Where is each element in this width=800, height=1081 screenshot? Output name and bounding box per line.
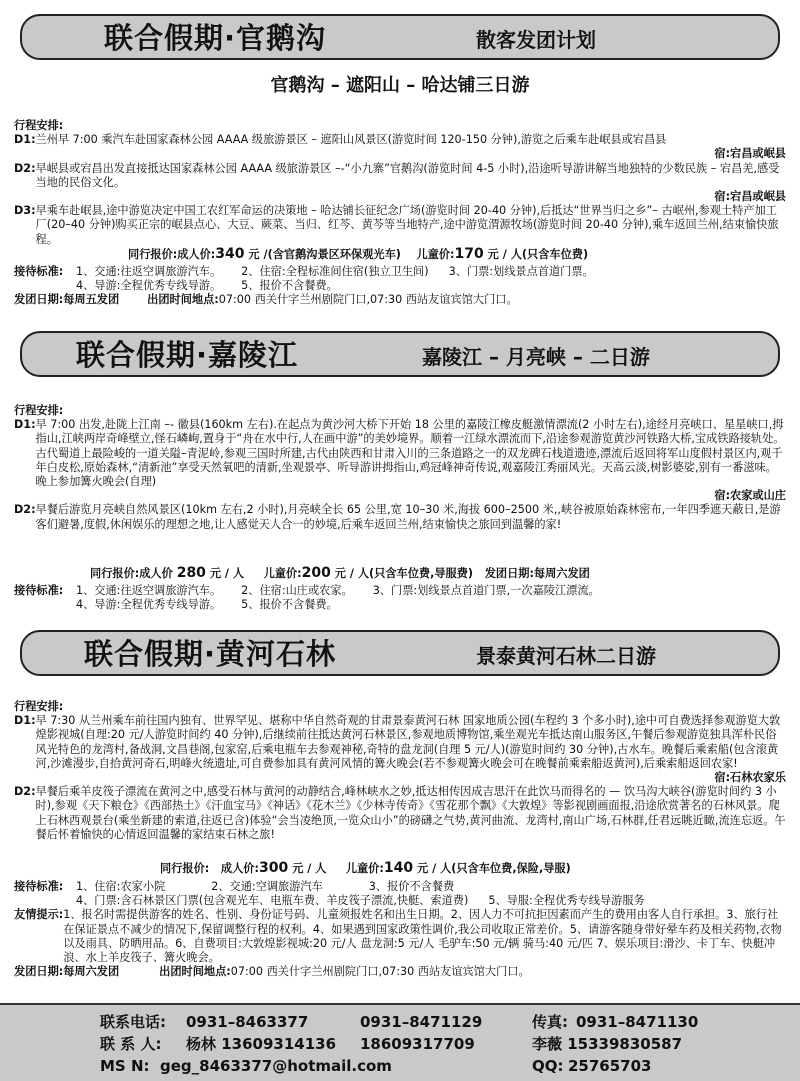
tour2-itinerary	[14, 404, 786, 532]
contact-person-2: 18609317709	[360, 1035, 475, 1053]
tour1-departure: 发团日期:每周五发团 出团时间地点: 07:00 西关什字兰州剧院门口,07:30 西站友谊宾馆大门口。	[14, 293, 518, 307]
tour2-brand: 联合假期·嘉陵江	[76, 338, 299, 372]
tour3-heading: 行程安排:	[14, 700, 64, 713]
tour2-day2-text: 早餐后游览月亮峡自然风景区(10km 左右,2 小时),月亮峡全长 65 公里,宽 10–30 米,海拔 600–2500 米,,峡谷被原始森林密布,一年四季遮天蔽日,是游客们避暑,度假,休闲娱乐的理想之地,让人感觉天人合一的妙境,后乘车返回兰州,结束愉快之旅回到温馨的家!	[35, 503, 781, 531]
tour2-price: 同行报价:成人价 280 元 / 人 儿童价:200 元 / 人(只含车位费,导服费) 发团日期:每周六发团	[90, 565, 590, 581]
tour1-price: 同行报价:成人价:340 元 /(含官鹅沟景区环保观光车) 儿童价:170 元 / 人(只含车位费)	[128, 246, 589, 262]
contact-person-3: 李薇 15339830587	[532, 1035, 683, 1053]
tour3-day1-stay: 宿:石林农家乐	[714, 771, 786, 785]
tour1-day2-stay: 宿:宕昌或岷县	[714, 190, 786, 204]
tour3-departure: 发团日期:每周六发团 出团时间地点: 07:00 西关什字兰州剧院门口,07:30 西站友谊宾馆大门口。	[14, 965, 530, 979]
contact-phone-2: 0931–8471129	[360, 1013, 483, 1031]
tour1-standards: 接待标准: 1、交通:往返空调旅游汽车。 2、住宿:全程标准间住宿(独立卫生间) 3、门票:划线景点首道门票。 4、导游:全程优秀专线导游。 5、报价不含餐费。 发团日期:每周五发团 出团时间地点: 07:00 西关什字兰州剧院门口,07:30 西站友谊宾馆大门口。	[14, 265, 786, 308]
contact-msn-label: MS N:	[100, 1057, 150, 1075]
contact-msn: geg_8463377@hotmail.com	[160, 1057, 392, 1075]
tour2-day1-text: 早 7:00 出发,赴陇上江南 –- 徽县(160km 左右).在起点为黄沙河大桥下开始 18 公里的嘉陵江橡皮艇激情漂流(2 小时左右),途经月亮峡口、星星峡口,拇指山,江峡两岸奇峰壁立,怪石嶙峋,置身于“舟在水中行,人在画中游”的美妙境界。顺着一江绿水漂流而下,沿途参观游览黄沙河铁路大桥,宝成铁路接轨处。古代蜀道上最险峻的一道关隘–青泥岭,参观三国时所建,古代由陕西和甘肃入川的三条道路之一的双龙碑石栈道遗迹,漂流后返回将军山度假村景区内,观千年白皮松,原始森林,“清新池”享受天然氧吧的清新,坐观景亭、听导游讲拇指山,鸡冠峰神奇传说,观嘉陵江秀丽风光。天高云淡,树影婆娑,别有一番滋味。晚上参加篝火晚会(自理)	[35, 418, 785, 489]
tour2-day1: D1: 早 7:00 出发,赴陇上江南 –- 徽县(160km 左右).在起点为黄沙河大桥下开始 18 公里的嘉陵江橡皮艇激情漂流(2 小时左右),途经月亮峡口、星星峡口,拇指山,江峡两岸奇峰壁立,怪石嶙峋,置身于“舟在水中行,人在画中游”的美妙境界。顺着一江绿水漂流而下,沿途参观游览黄沙河铁路大桥,宝成铁路接轨处。古代蜀道上最险峻的一道关隘–青泥岭,参观三国时所建,古代由陕西和甘肃入川的三条道路之一的双龙碑石栈道遗迹,漂流后返回将军山度假村景区内,观千年白皮松,原始森林,“清新池”享受天然氧吧的清新,坐观景亭、听导游讲拇指山,鸡冠峰神奇传说,观嘉陵江秀丽风光。天高云淡,树影婆娑,别有一番滋味。晚上参加篝火晚会(自理)	[14, 418, 785, 489]
tour2-price-adult: 280	[176, 565, 206, 581]
tour3-day1: D1: 早 7:30 从兰州乘车前往国内独有、世界罕见、堪称中华自然奇观的甘肃景泰黄河石林 国家地质公园(车程约 3 个多小时),途中可自费选择参观游览大敦煌影视城(自理:20 元/人游览时间约 40 分钟),后继续前往抵达黄河石林景区,参观地质博物馆,乘坐观光车抵达南山服务区,午餐后参观游览独具浑朴民俗风光特色的龙湾村,备战洞,文昌巷阁,包家窑,后乘电瓶车去参观神秘,奇特的盘龙洞(自理 5 元/人)(游览时间约 30 分钟),古水车。晚餐后乘索船(包含滚黄河,沙滩漫步,自拾黄河奇石,明峰火统遗址,可自费参加具有黄河风情的篝火晚会(若不参观篝火晚会可在晚餐前乘索船返黄河),后乘索船返回农家!	[14, 714, 786, 771]
tour1-banner	[20, 14, 780, 60]
tour3-price: 同行报价: 成人价:300 元 / 人 儿童价:140 元 / 人(只含车位费,保险,导服)	[160, 860, 571, 876]
tour3-tips: 友情提示: 1、报名时需提供游客的姓名、性别、身份证号码、儿童须报姓名和出生日期。2、因人力不可抗拒因素而产生的费用由客人自行承担。3、旅行社在保证景点不减少的情况下,保留调整行程的权利。4、如果遇到国家政策性调价,我公司收取正常差价。5、请游客随身带好晕车药及相关药物,衣物以及雨具、防晒用品。6、自费项目:大敦煌影视城:20 元/人 盘龙洞:5 元/人 毛驴车:50 元/辆 骑马:40 元/匹 7、娱乐项目:滑沙、卡丁车、快艇冲浪、水上羊皮筏子、篝火晚会。	[14, 908, 786, 965]
tour3-subtitle: 景泰黄河石林二日游	[476, 644, 656, 668]
contact-phone-label: 联系电话:	[100, 1013, 166, 1031]
tour3-price-child: 140	[383, 860, 414, 876]
tour2-date: 发团日期:每周六发团	[484, 567, 590, 580]
tour3-day2: D2: 早餐后乘羊皮筏子漂流在黄河之中,感受石林与黄河的动静结合,峰林峡水之妙,抵达相传因成吉思汗在此饮马而得名的 — 饮马沟大峡谷(游览时间约 3 小时),参观《天下粮仓》《西部热土》《汗血宝马》《神话》《花木兰》《少林寺传奇》《雪花那个飘》《大敦煌》等影视剧画面报,沿途欣赏著名的石林风景。爬上石林西观景台(乘坐新建的索道,往返已含)体验“会当凌绝顶,一览众山小”的磅礴之气势,黄河曲流、龙湾村,南山广场,石林群,任君远眺近瞰,流连忘返。午餐后怀着愉快的心情返回温馨的家结束石林之旅!	[14, 785, 786, 841]
tour1-price-child: 170	[454, 246, 484, 262]
tour2-standards: 接待标准: 1、交通:往返空调旅游汽车。 2、住宿:山庄或农家。 3、门票:划线景点首道门票,一次嘉陵江漂流。 4、导游:全程优秀专线导游。 5、报价不含餐费。	[14, 584, 600, 612]
tour3-day2-text: 早餐后乘羊皮筏子漂流在黄河之中,感受石林与黄河的动静结合,峰林峡水之妙,抵达相传因成吉思汗在此饮马而得名的 — 饮马沟大峡谷(游览时间约 3 小时),参观《天下粮仓》《西部热土》《汗血宝马》《神话》《花木兰》《少林寺传奇》《雪花那个飘》《大敦煌》等影视剧画面报,沿途欣赏著名的石林风景。爬上石林西观景台(乘坐新建的索道,往返已含)体验“会当凌绝顶,一览众山小”的磅礴之气势,黄河曲流、龙湾村,南山广场,石林群,任君远眺近瞰,流连忘返。午餐后怀着愉快的心情返回温馨的家结束石林之旅!	[35, 785, 786, 841]
tour3-brand: 联合假期·黄河石林	[84, 637, 337, 671]
tour3-itinerary	[14, 700, 786, 842]
tour2-banner	[20, 331, 780, 377]
tour1-day1-stay: 宿:宕昌或岷县	[714, 147, 786, 161]
contact-phone-1: 0931–8463377	[186, 1013, 309, 1031]
tour1-day3: D3: 早乘车赴岷县,途中游览决定中国工农红军命运的决策地 – 哈达铺长征纪念广场(游览时间 20-40 分钟),后抵达“世界当归之乡”– 古岷州,参观土特产加工厂(20–40 分钟)购买正宗的岷县点心、大豆、蕨菜、当归、红芩、黄芩等当地特产,途中游览渭源牧场(游览时间 20-40 分钟),乘车返回兰州,结束愉快旅程。	[14, 204, 786, 247]
tour3-price-adult: 300	[258, 860, 289, 876]
tour2-price-child: 200	[301, 565, 331, 581]
tour1-day3-text: 早乘车赴岷县,途中游览决定中国工农红军命运的决策地 – 哈达铺长征纪念广场(游览时间 20-40 分钟),后抵达“世界当归之乡”– 古岷州,参观土特产加工厂(20–40 分钟)购买正宗的岷县点心、大豆、蕨菜、当归、红芩、黄芩等当地特产,途中游览渭源牧场(游览时间 20-40 分钟),乘车返回兰州,结束愉快旅程。	[35, 204, 779, 246]
tour1-subtitle: 散客发团计划	[476, 28, 596, 52]
tour3-day1-text: 早 7:30 从兰州乘车前往国内独有、世界罕见、堪称中华自然奇观的甘肃景泰黄河石林 国家地质公园(车程约 3 个多小时),途中可自费选择参观游览大敦煌影视城(自理:20 元/人游览时间约 40 分钟),后继续前往抵达黄河石林景区,参观地质博物馆,乘坐观光车抵达南山服务区,午餐后参观游览独具浑朴民俗风光特色的龙湾村,备战洞,文昌巷阁,包家窑,后乘电瓶车去参观神秘,奇特的盘龙洞(自理 5 元/人)(游览时间约 30 分钟),古水车。晚餐后乘索船(包含滚黄河,沙滩漫步,自拾黄河奇石,明峰火统遗址,可自费参加具有黄河风情的篝火晚会(若不参观篝火晚会可在晚餐前乘索船返黄河),后乘索船返回农家!	[35, 714, 781, 770]
tour1-itinerary	[14, 119, 786, 247]
tour1-day1: D1: 兰州早 7:00 乘汽车赴国家森林公园 AAAA 级旅游景区 – 遮阳山风景区(游览时间 120-150 分钟),游览之后乘车赴岷县或宕昌县	[14, 133, 786, 147]
tour1-brand: 联合假期·官鹅沟	[104, 21, 327, 55]
tour1-route: 官鹅沟 – 遮阳山 – 哈达铺三日游	[270, 75, 530, 96]
contact-fax-label: 传真:	[532, 1013, 568, 1031]
tour1-day2: D2: 早岷县或宕昌出发直接抵达国家森林公园 AAAA 级旅游景区 –-“小九寨”官鹅沟(游览时间 4-5 小时),沿途听导游讲解当地独特的少数民族 – 宕昌羌,感受当地的民俗文化。	[14, 162, 786, 190]
tour2-heading: 行程安排:	[14, 404, 64, 417]
tour3-banner	[20, 630, 780, 676]
tour1-heading: 行程安排:	[14, 119, 64, 132]
contact-qq: 25765703	[568, 1057, 652, 1075]
tour1-day1-text: 兰州早 7:00 乘汽车赴国家森林公园 AAAA 级旅游景区 – 遮阳山风景区(游览时间 120-150 分钟),游览之后乘车赴岷县或宕昌县	[35, 133, 667, 147]
tour2-day2: D2: 早餐后游览月亮峡自然风景区(10km 左右,2 小时),月亮峡全长 65 公里,宽 10–30 米,海拔 600–2500 米,,峡谷被原始森林密布,一年四季遮天蔽日,是游客们避暑,度假,休闲娱乐的理想之地,让人感觉天人合一的妙境,后乘车返回兰州,结束愉快之旅回到温馨的家!	[14, 503, 786, 531]
contact-qq-label: QQ:	[532, 1057, 564, 1075]
tour2-day1-stay: 宿:农家或山庄	[714, 489, 786, 503]
tour3-tips-text: 1、报名时需提供游客的姓名、性别、身份证号码、儿童须报姓名和出生日期。2、因人力不可抗拒因素而产生的费用由客人自行承担。3、旅行社在保证景点不减少的情况下,保留调整行程的权利。4、如果遇到国家政策性调价,我公司收取正常差价。5、请游客随身带好晕车药及相关药物,衣物以及雨具、防晒用品。6、自费项目:大敦煌影视城:20 元/人 盘龙洞:5 元/人 毛驴车:50 元/辆 骑马:40 元/匹 7、娱乐项目:滑沙、卡丁车、快艇冲浪、水上羊皮筏子、篝火晚会。	[63, 908, 782, 965]
contact-footer	[0, 1003, 800, 1081]
tour1-day2-text: 早岷县或宕昌出发直接抵达国家森林公园 AAAA 级旅游景区 –-“小九寨”官鹅沟(游览时间 4-5 小时),沿途听导游讲解当地独特的少数民族 – 宕昌羌,感受当地的民俗文化。	[35, 161, 780, 189]
tour3-standards: 接待标准: 1、住宿:农家小院 2、交通:空调旅游汽车 3、报价不含餐费 4、门票:含石林景区门票(包含观光车、电瓶车费、羊皮筏子漂流,快艇、索道费) 5、导服:全程优秀专线导游服务 友情提示: 1、报名时需提供游客的姓名、性别、身份证号码、儿童须报姓名和出生日期。2、因人力不可抗拒因素而产生的费用由客人自行承担。3、旅行社在保证景点不减少的情况下,保留调整行程的权利。4、如果遇到国家政策性调价,我公司收取正常差价。5、请游客随身带好晕车药及相关药物,衣物以及雨具、防晒用品。6、自费项目:大敦煌影视城:20 元/人 盘龙洞:5 元/人 毛驴车:50 元/辆 骑马:40 元/匹 7、娱乐项目:滑沙、卡丁车、快艇冲浪、水上羊皮筏子、篝火晚会。 发团日期:每周六发团 出团时间地点: 07:00 西关什字兰州剧院门口,07:30 西站友谊宾馆大门口。	[14, 880, 786, 979]
contact-person-1: 杨林 13609314136	[186, 1035, 337, 1053]
tour1-price-adult: 340	[215, 246, 245, 262]
contact-person-label: 联 系 人:	[100, 1035, 162, 1053]
contact-fax: 0931–8471130	[576, 1013, 699, 1031]
tour2-subtitle: 嘉陵江 – 月亮峡 – 二日游	[422, 345, 650, 369]
